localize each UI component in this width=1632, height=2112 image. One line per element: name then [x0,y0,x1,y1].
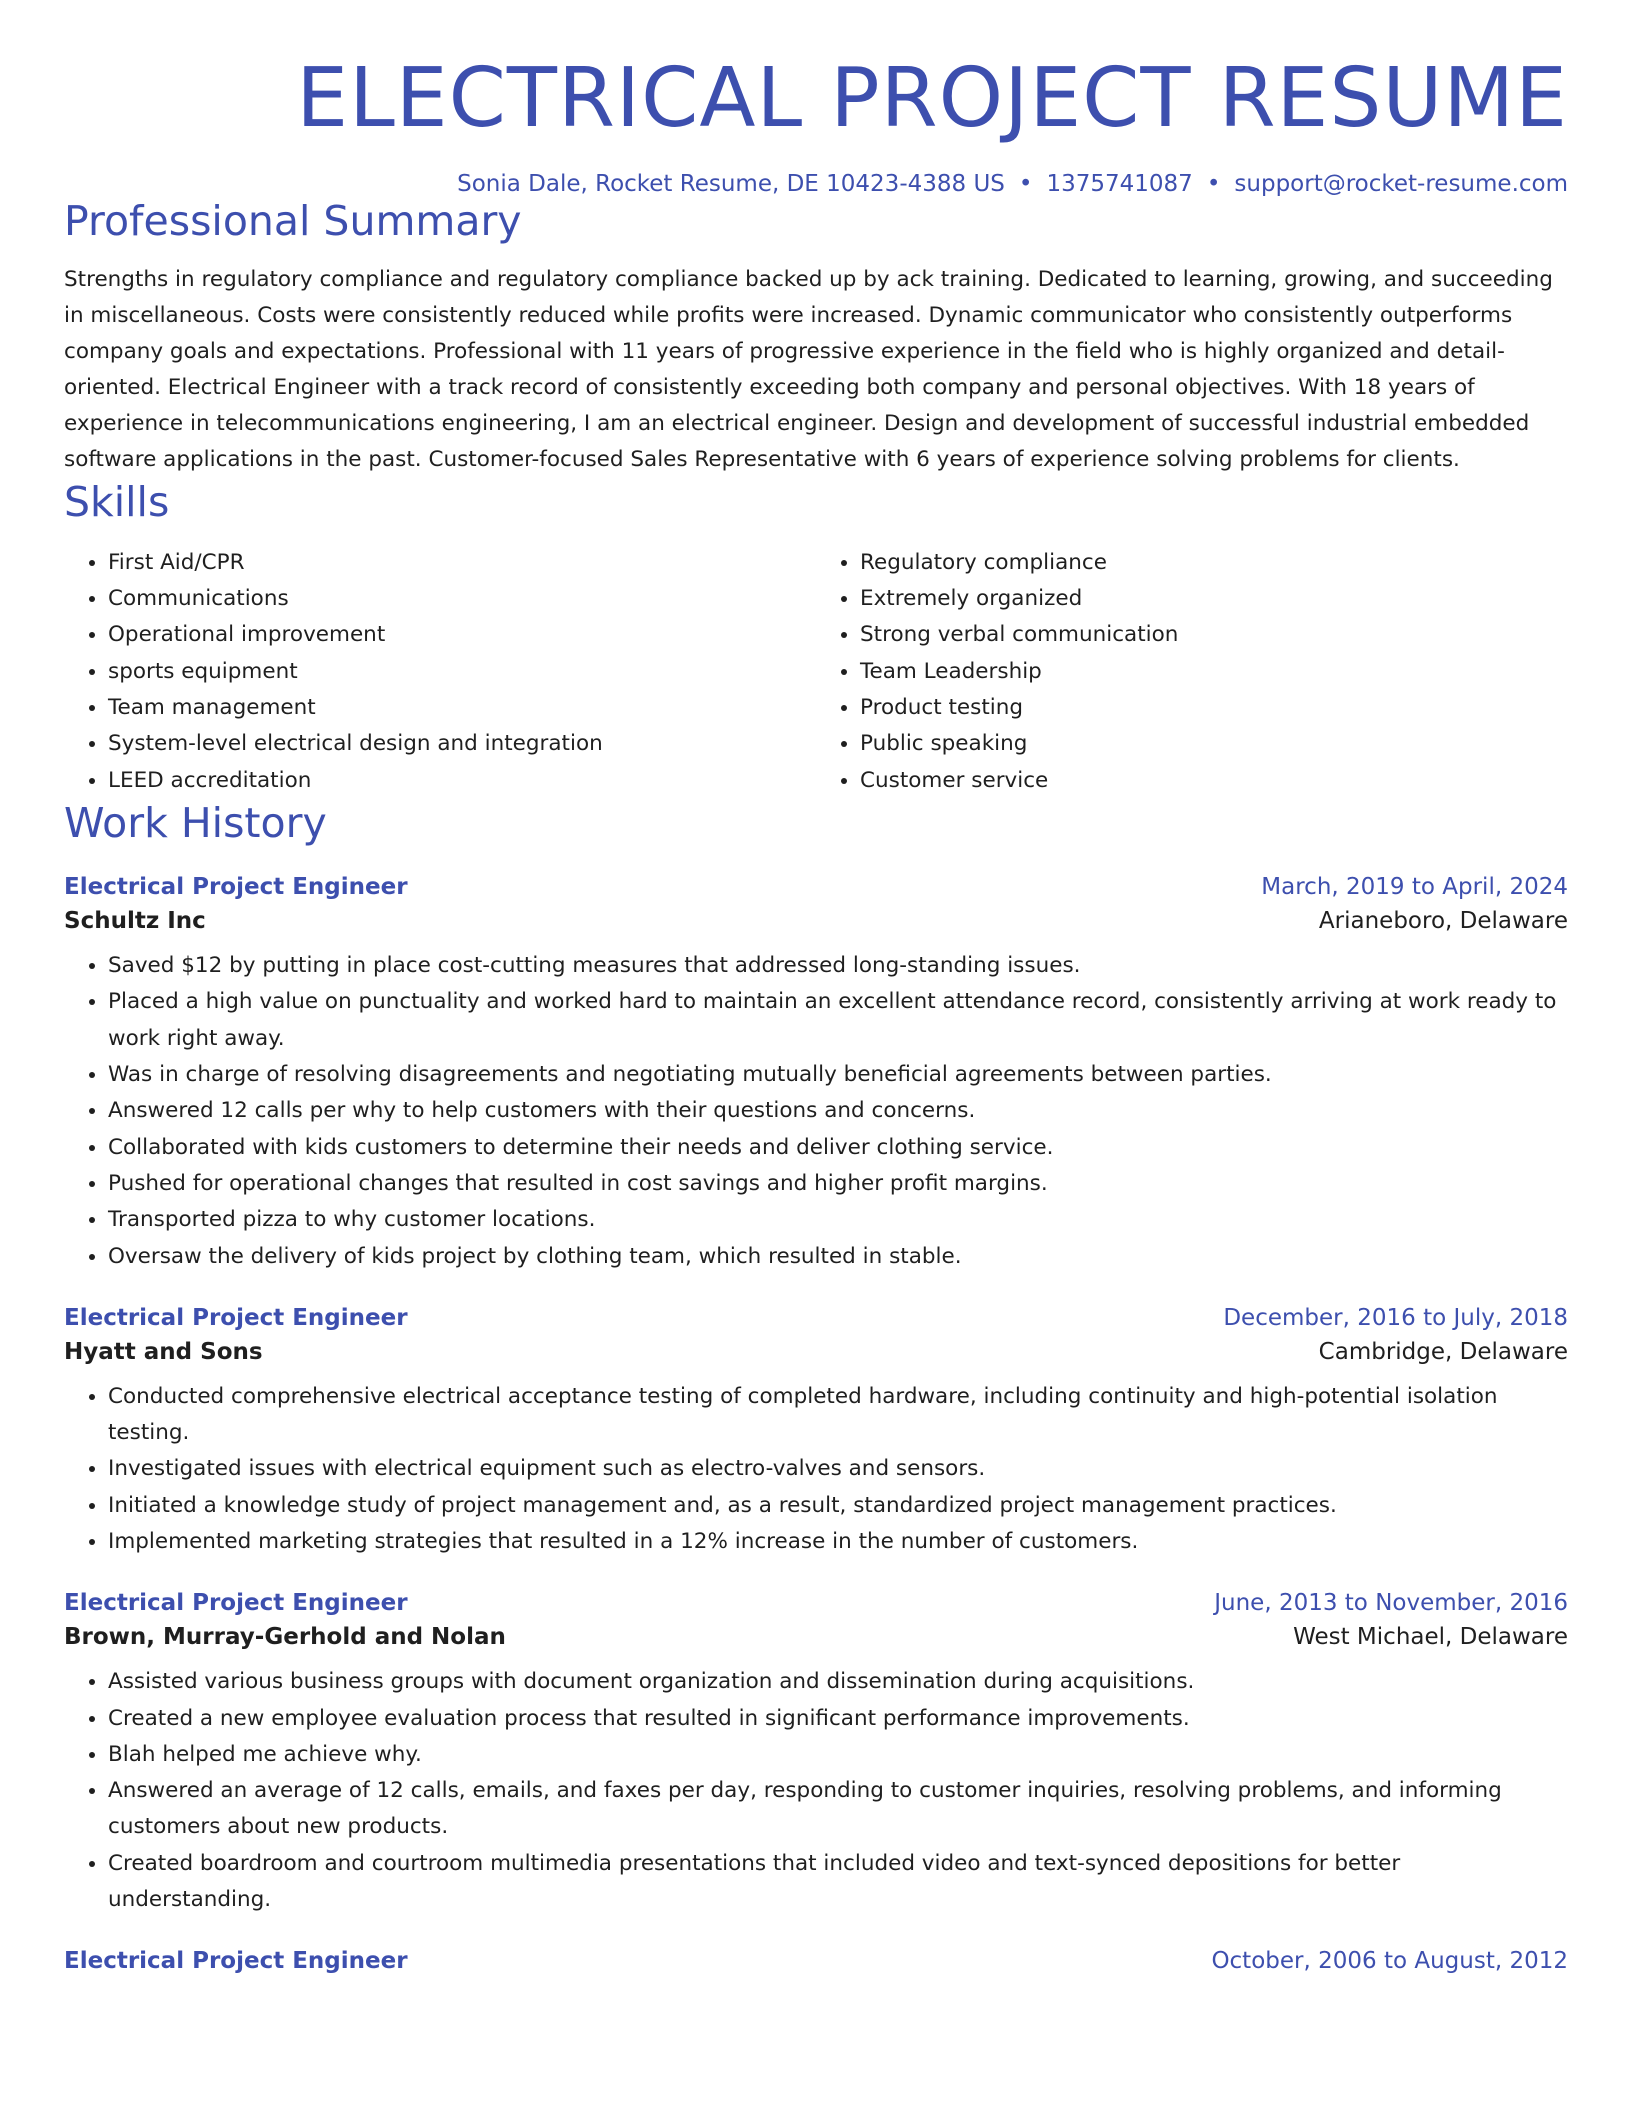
job-bullets [64,1379,1568,1560]
skill-item: • Public speaking [860,726,1568,762]
job-bullet: • Created a new employee evaluation process that resulted in significant performance improvements. [108,1701,1568,1737]
skill-item: • LEED accreditation [108,763,816,799]
skills-heading: Skills [64,477,170,526]
resume-header [64,0,1568,197]
job-entry [64,1590,1568,1918]
skill-item: • sports equipment [108,654,816,690]
skills-column-right [816,545,1568,799]
skill-item: • Team management [108,690,816,726]
job-bullets [64,1664,1568,1918]
job-location: Cambridge, Delaware [1318,1338,1568,1365]
skill-item: • Product testing [860,690,1568,726]
job-dates: June, 2013 to November, 2016 [1214,1590,1568,1617]
skills-list [64,545,1568,799]
job-bullet: • Assisted various business groups with document organization and dissemination during acquisitions. [108,1664,1568,1700]
job-entry [64,1948,1568,1974]
skill-item: • Extremely organized [860,581,1568,617]
skills-column-left [64,545,816,799]
job-title: Electrical Project Engineer [64,1304,408,1331]
contact-line [64,171,1568,197]
job-bullet: • Created boardroom and courtroom multimedia presentations that included video and text-synced depositions for better understanding. [108,1846,1568,1919]
job-bullets [64,948,1568,1275]
skill-item: • Strong verbal communication [860,617,1568,653]
job-bullet: • Transported pizza to why customer locations. [108,1202,1568,1238]
skill-item: • Regulatory compliance [860,545,1568,581]
job-bullet: • Oversaw the delivery of kids project by clothing team, which resulted in stable. [108,1239,1568,1275]
contact-separator: • [1018,170,1033,197]
job-bullet: • Placed a high value on punctuality and worked hard to maintain an excellent attendance record, consistently arriving at work ready to work right away. [108,984,1568,1057]
job-dates: October, 2006 to August, 2012 [1211,1948,1568,1975]
job-company: Brown, Murray-Gerhold and Nolan [64,1624,506,1651]
job-title: Electrical Project Engineer [64,874,408,901]
skill-item: • Operational improvement [108,617,816,653]
job-location: West Michael, Delaware [1293,1624,1568,1651]
contact-email: support@rocket-resume.com [1234,170,1568,197]
job-bullet: • Pushed for operational changes that resulted in cost savings and higher profit margins. [108,1166,1568,1202]
job-bullet: • Answered 12 calls per why to help customers with their questions and concerns. [108,1093,1568,1129]
job-dates: March, 2019 to April, 2024 [1261,874,1568,901]
job-bullet: • Answered an average of 12 calls, emails, and faxes per day, responding to customer inquiries, resolving problems, and informing customers about new products. [108,1773,1568,1846]
work-history-heading: Work History [64,798,327,847]
job-company: Hyatt and Sons [64,1338,263,1365]
job-bullet: • Saved $12 by putting in place cost-cutting measures that addressed long-standing issues. [108,948,1568,984]
job-dates: December, 2016 to July, 2018 [1223,1304,1568,1331]
skill-item: • Customer service [860,763,1568,799]
job-entry [64,874,1568,1275]
skill-item: • Communications [108,581,816,617]
job-bullet: • Blah helped me achieve why. [108,1737,1568,1773]
job-bullet: • Investigated issues with electrical equipment such as electro-valves and sensors. [108,1451,1568,1487]
skill-item: • Team Leadership [860,654,1568,690]
resume-title: ELECTRICAL PROJECT RESUME [296,51,1568,146]
skill-item: • System-level electrical design and integration [108,726,816,762]
contact-address: Sonia Dale, Rocket Resume, DE 10423-4388 US [457,170,1005,197]
job-bullet: • Conducted comprehensive electrical acceptance testing of completed hardware, including continuity and high-potential isolation testing. [108,1379,1568,1452]
job-bullet: • Implemented marketing strategies that resulted in a 12% increase in the number of customers. [108,1524,1568,1560]
job-title: Electrical Project Engineer [64,1948,408,1975]
summary-heading: Professional Summary [64,196,522,245]
contact-phone: 1375741087 [1046,170,1193,197]
job-bullet: • Collaborated with kids customers to determine their needs and deliver clothing service. [108,1130,1568,1166]
job-bullet: • Was in charge of resolving disagreements and negotiating mutually beneficial agreements between parties. [108,1057,1568,1093]
job-title: Electrical Project Engineer [64,1590,408,1617]
contact-separator: • [1206,170,1221,197]
job-bullet: • Initiated a knowledge study of project management and, as a result, standardized project management practices. [108,1488,1568,1524]
skill-item: • First Aid/CPR [108,545,816,581]
job-location: Arianeboro, Delaware [1318,908,1568,935]
summary-text: Strengths in regulatory compliance and regulatory compliance backed up by ack training. Dedicated to learning, growing, and succeeding in miscellaneous. Costs were consistently reduced while profits were increased. Dynamic communicator who consistently outperforms company goals and expectations. Professional with 11 years of progressive experience in the field who is highly organized and detail-oriented. Electrical Engineer with a track record of consistently exceeding both company and personal objectives. With 18 years of experience in telecommunications engineering, I am an electrical engineer. Design and development of successful industrial embedded software applications in the past. Customer-focused Sales Representative with 6 years of experience solving problems for clients. [64,266,1553,472]
job-entry [64,1305,1568,1560]
job-company: Schultz Inc [64,908,206,935]
